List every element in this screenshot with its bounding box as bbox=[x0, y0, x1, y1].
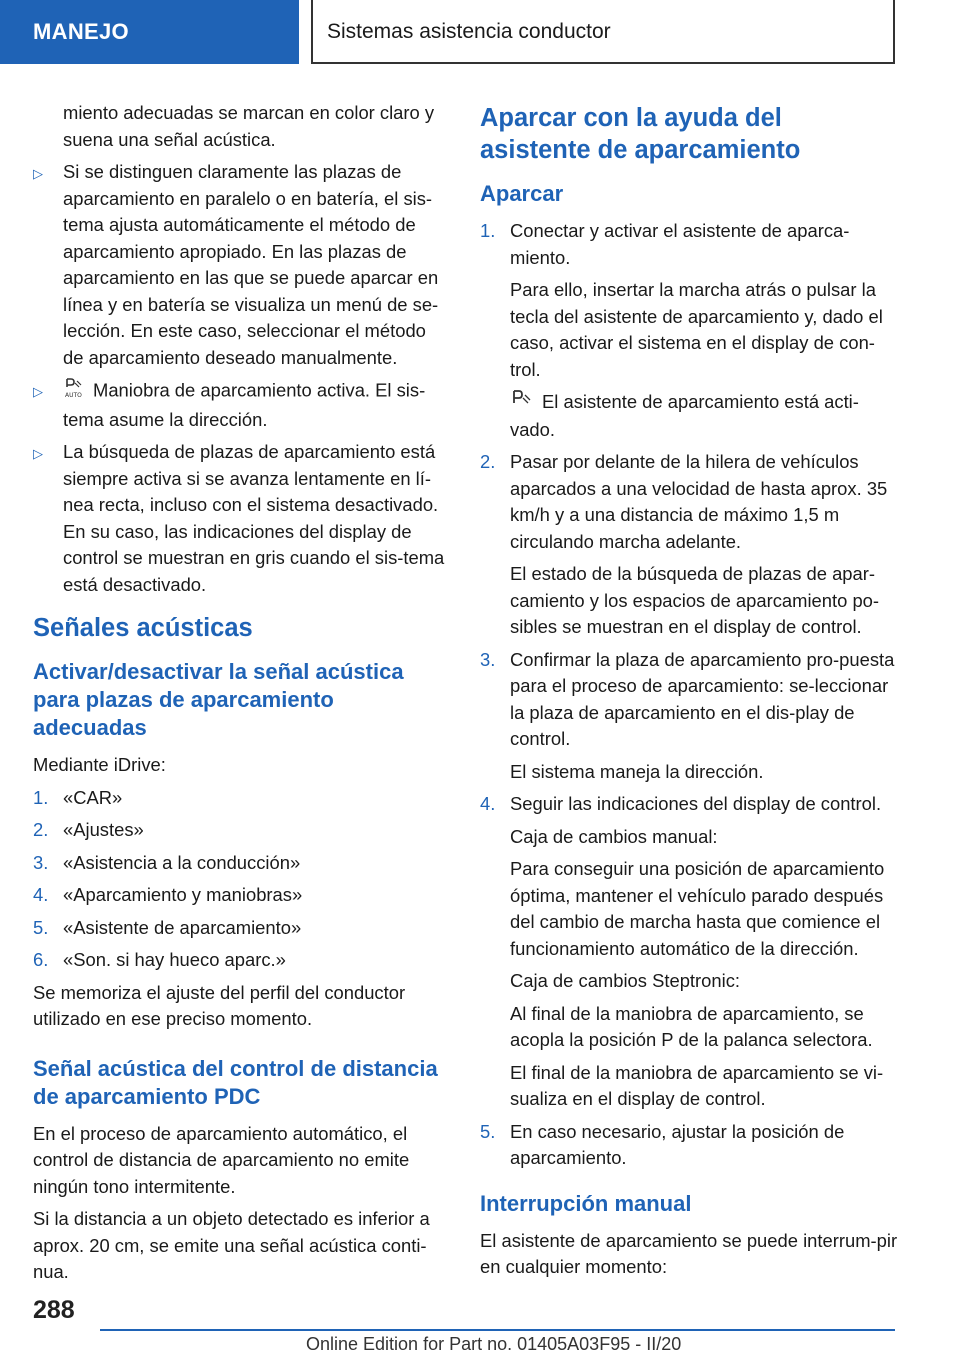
triangle-bullet-icon: ▷ bbox=[33, 166, 43, 181]
paragraph: Al final de la maniobra de aparcamiento, se acopla la posición P de la palanca selectora. bbox=[510, 1002, 873, 1051]
list-item: 5. En caso necesario, ajustar la posición de aparcamiento. bbox=[480, 1120, 845, 1169]
section-tab: MANEJO bbox=[0, 0, 299, 64]
paragraph: Para conseguir una posición de aparcamiento óptima, mantener el vehículo parado después del cambio de marcha hasta que comience el funcionamiento automático de la dirección. bbox=[510, 858, 885, 959]
heading-senales: Señales acústicas bbox=[33, 614, 253, 642]
list-item: 6. «Son. si hay hueco aparc.» bbox=[33, 949, 286, 970]
paragraph: El asistente de aparcamiento se puede interrum‐pir en cualquier momento: bbox=[480, 1229, 898, 1278]
list-item: 2. Pasar por delante de la hilera de vehículos aparcados a una velocidad de hasta aprox. 35 km/h y a una distancia de máximo 1,5 m circulando marcha adelante. bbox=[480, 451, 888, 552]
paragraph: Se memoriza el ajuste del perfil del conductor utilizado en ese preciso momento. bbox=[33, 981, 406, 1029]
page-number: 288 bbox=[33, 1296, 75, 1324]
heading-pdc: Señal acústica del control de distancia de aparcamiento PDC bbox=[33, 1055, 438, 1109]
paragraph: Para ello, insertar la marcha atrás o pulsar la tecla del asistente de aparcamiento y, dado el caso, activar el sistema en el display de con‐trol. bbox=[510, 279, 883, 380]
heading-activar: Activar/desactivar la señal acústica para plazas de aparcamiento adecuadas bbox=[33, 659, 404, 740]
bullet-item bbox=[33, 439, 449, 598]
list-item: 4. Seguir las indicaciones del display de control. bbox=[480, 793, 882, 815]
heading-aparcar-ayuda: Aparcar con la ayuda del asistente de aparcamiento bbox=[480, 104, 801, 164]
bullet-text: Maniobra de aparcamiento activa. El sis‐tema asume la dirección. bbox=[63, 379, 426, 430]
heading-interrupcion: Interrupción manual bbox=[480, 1190, 692, 1216]
bullet-text: Si se distinguen claramente las plazas de aparcamiento en paralelo o en batería, el sis‐tema ajusta automáticamente el método de aparcamiento apropiado. En las plazas de aparcamiento en las que se puede aparcar en línea y en batería se visualiza un menú de se‐lección. En este caso, seleccionar el método de aparcamiento deseado manualmente. bbox=[63, 161, 439, 368]
paragraph: Mediante iDrive: bbox=[33, 754, 166, 775]
paragraph: El final de la maniobra de aparcamiento se vi‐sualiza en el display de control. bbox=[510, 1061, 884, 1110]
paragraph: Caja de cambios Steptronic: bbox=[510, 970, 740, 992]
paragraph: Caja de cambios manual: bbox=[510, 825, 718, 847]
paragraph: El asistente de aparcamiento está acti‐vado. bbox=[510, 391, 859, 440]
paragraph: miento adecuadas se marcan en color claro y suena una señal acústica. bbox=[63, 102, 435, 150]
triangle-bullet-icon: ▷ bbox=[33, 446, 43, 461]
list-item: 1. Conectar y activar el asistente de aparca‐miento. bbox=[480, 220, 850, 268]
list-item: 1. «CAR» bbox=[33, 786, 123, 808]
heading-aparcar: Aparcar bbox=[480, 181, 564, 206]
park-assist-icon bbox=[510, 389, 532, 417]
chapter-title: Sistemas asistencia conductor bbox=[311, 0, 895, 64]
footer-edition: Online Edition for Part no. 01405A03F95 - II/20 bbox=[306, 1334, 682, 1354]
bullet-item bbox=[33, 377, 449, 433]
footer-rule bbox=[100, 1329, 895, 1331]
list-item: 3. «Asistencia a la conducción» bbox=[33, 851, 301, 873]
paragraph: El sistema maneja la dirección. bbox=[510, 760, 764, 782]
svg-text:AUTO: AUTO bbox=[65, 392, 82, 399]
list-item: 3. Confirmar la plaza de aparcamiento pro‐puesta para el proceso de aparcamiento: se‐leccionar la plaza de aparcamiento en el dis‐play de control. bbox=[480, 648, 895, 750]
list-item: 4. «Aparcamiento y maniobras» bbox=[33, 884, 303, 905]
triangle-bullet-icon: ▷ bbox=[33, 384, 43, 399]
left-column bbox=[33, 100, 449, 1292]
park-assist-auto-icon bbox=[63, 377, 83, 407]
paragraph: Si la distancia a un objeto detectado es inferior a aprox. 20 cm, se emite una señal acústica conti‐nua. bbox=[33, 1208, 430, 1282]
list-item: 2. «Ajustes» bbox=[33, 819, 144, 840]
right-column bbox=[480, 100, 898, 1287]
paragraph: El estado de la búsqueda de plazas de apar‐camiento y los espacios de aparcamiento po‐sibles se muestran en el display de control. bbox=[510, 563, 880, 638]
bullet-text: La búsqueda de plazas de aparcamiento está siempre activa si se avanza lentamente en lí‐nea recta, incluso con el sistema desactivado. En su caso, las indicaciones del display de control se muestran en gris cuando el sis‐tema está desactivado. bbox=[63, 441, 445, 595]
bullet-item bbox=[33, 159, 449, 371]
paragraph: En el proceso de aparcamiento automático, el control de distancia de aparcamiento no emite ningún tono intermitente. bbox=[33, 1122, 410, 1197]
list-item: 5. «Asistente de aparcamiento» bbox=[33, 916, 302, 938]
